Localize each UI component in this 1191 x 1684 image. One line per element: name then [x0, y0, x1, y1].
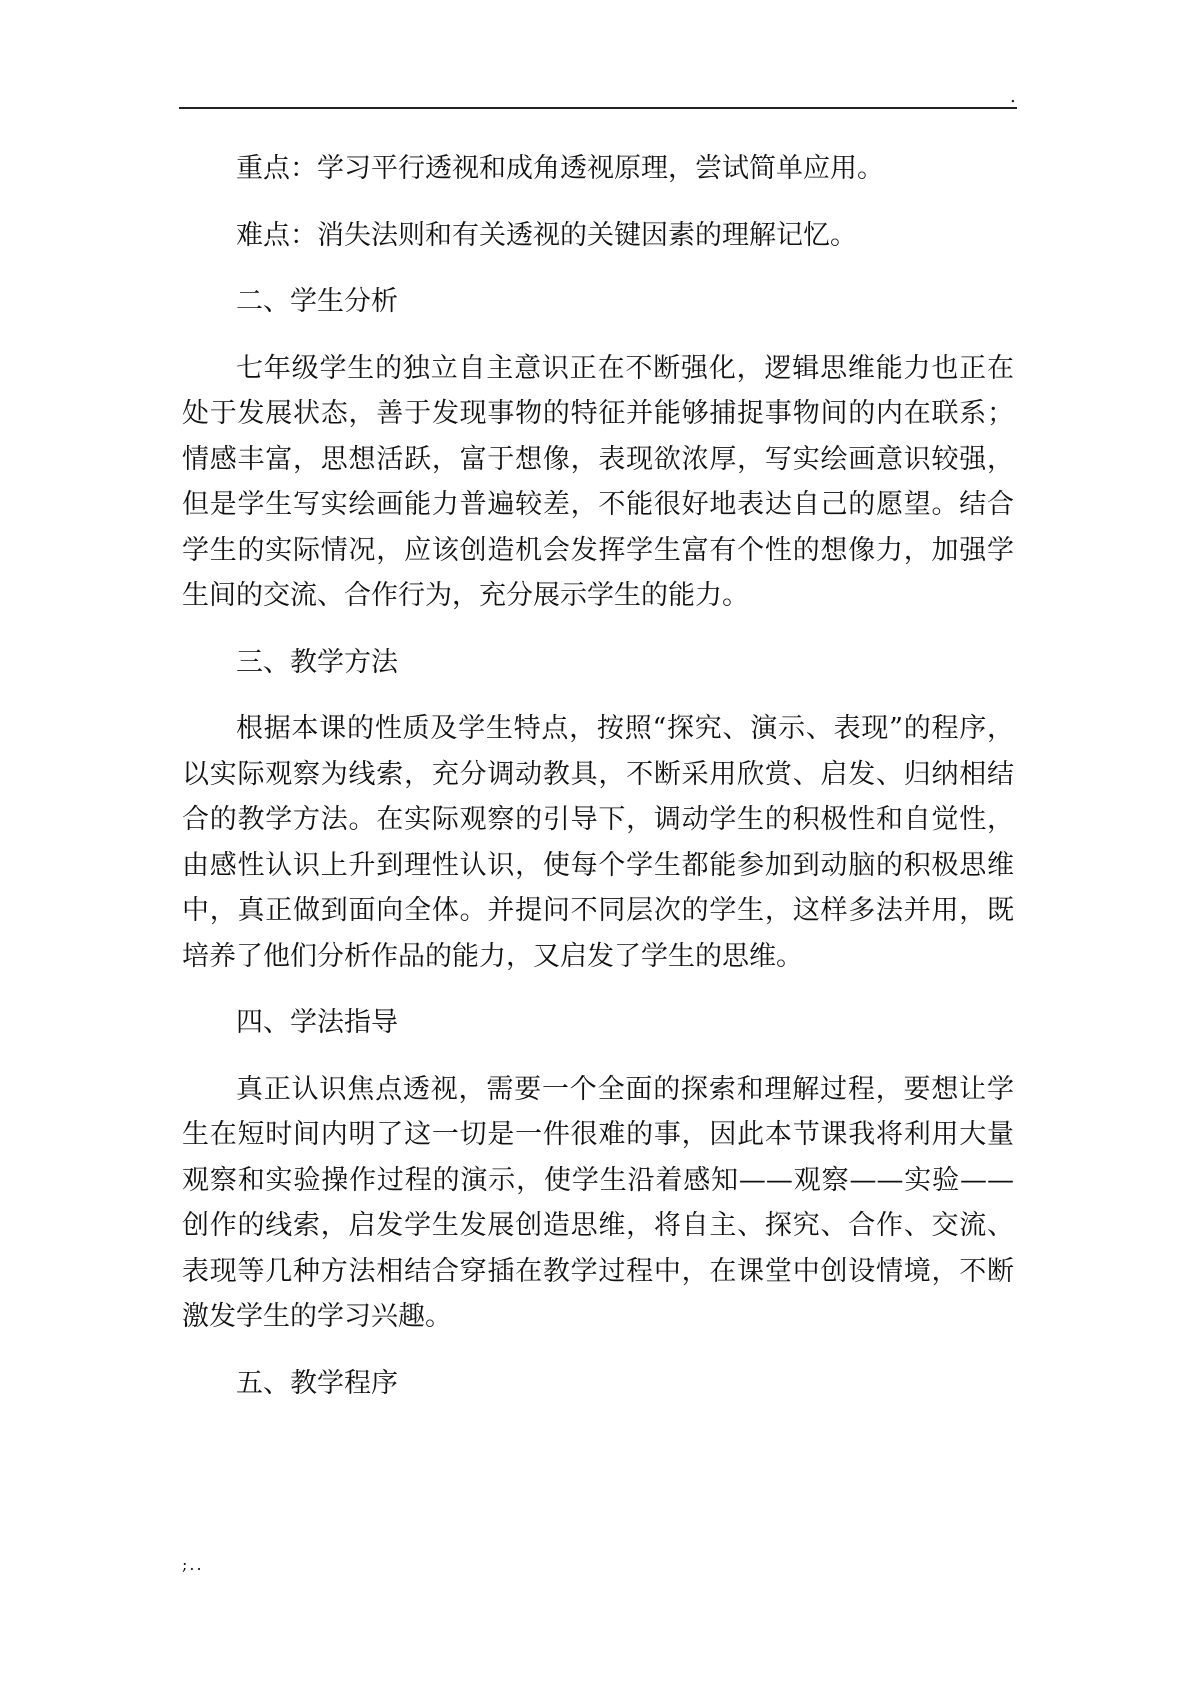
key-point-paragraph: 重点：学习平行透视和成角透视原理，尝试简单应用。	[236, 153, 884, 184]
document-body	[182, 146, 1014, 1427]
student-analysis-paragraph: 七年级学生的独立自主意识正在不断强化，逻辑思维能力也正在处于发展状态，善于发现事物的特征并能够捕捉事物间的内在联系；情感丰富，思想活跃，富于想像，表现欲浓厚，写实绘画意识较强，但是学生写实绘画能力普遍较差，不能很好地表达自己的愿望。结合学生的实际情况，应该创造机会发挥学生富有个性的想像力，加强学生间的交流、合作行为，充分展示学生的能力。	[182, 352, 1014, 611]
footer-mark: ;..	[182, 1555, 204, 1574]
teaching-method-paragraph: 根据本课的性质及学生特点，按照“探究、演示、表现”的程序，以实际观察为线索，充分调动教具，不断采用欣赏、启发、归纳相结合的教学方法。在实际观察的引导下，调动学生的积极性和自觉性，由感性认识上升到理性认识，使每个学生都能参加到动脑的积极思维中，真正做到面向全体。并提问不同层次的学生，这样多法并用，既培养了他们分析作品的能力，又启发了学生的思维。	[182, 713, 1014, 972]
study-guidance-paragraph: 真正认识焦点透视，需要一个全面的探索和理解过程，要想让学生在短时间内明了这一切是一件很难的事，因此本节课我将利用大量观察和实验操作过程的演示，使学生沿着感知——观察——实验——创作的线索，启发学生发展创造思维，将自主、探究、合作、交流、表现等几种方法相结合穿插在教学过程中，在课堂中创设情境，不断激发学生的学习兴趣。	[182, 1073, 1014, 1332]
difficulty-paragraph: 难点：消失法则和有关透视的关键因素的理解记忆。	[236, 219, 857, 251]
section-heading-teaching-method: 三、教学方法	[236, 646, 398, 678]
header-mark: .	[1010, 86, 1016, 107]
section-heading-study-guidance: 四、学法指导	[236, 1007, 398, 1038]
section-heading-teaching-procedure: 五、教学程序	[236, 1367, 398, 1399]
header-rule	[179, 107, 1017, 109]
section-heading-student-analysis: 二、学生分析	[236, 286, 398, 317]
